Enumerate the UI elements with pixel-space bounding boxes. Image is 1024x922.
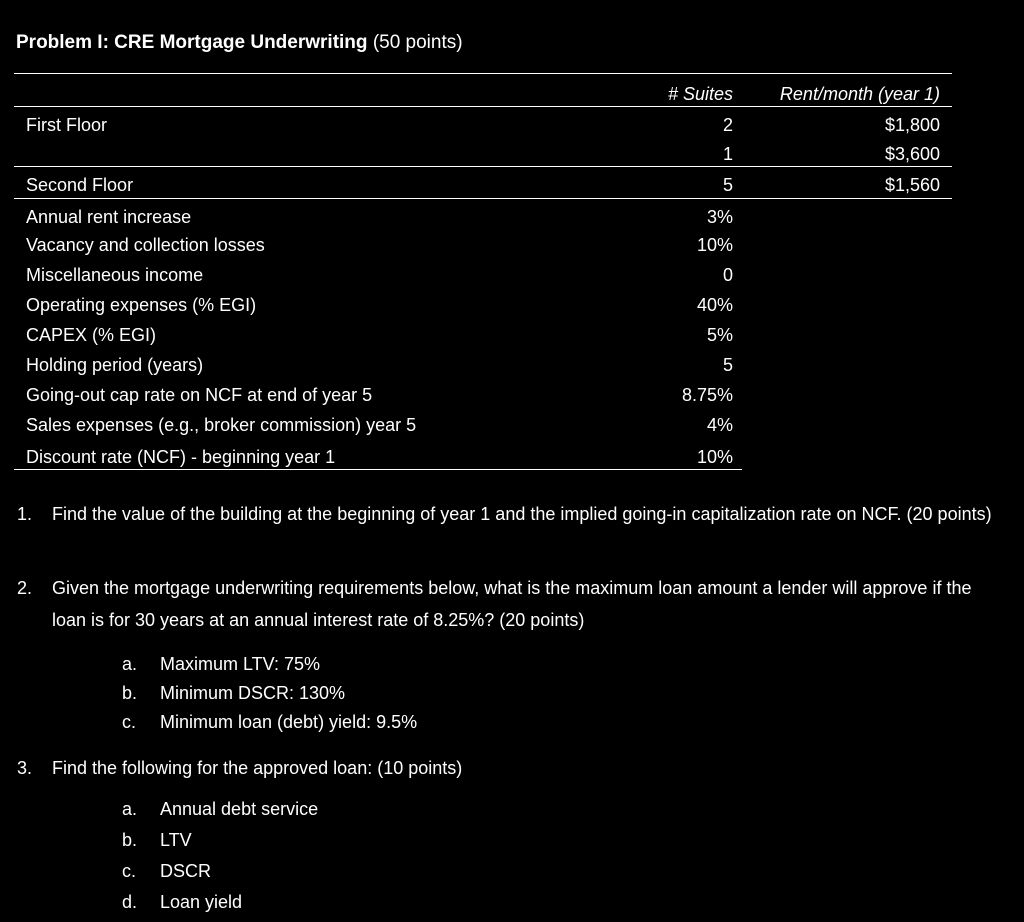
item-text: DSCR xyxy=(160,861,212,881)
item-text: Minimum loan (debt) yield: 9.5% xyxy=(160,712,418,732)
table-row xyxy=(0,290,1024,320)
question-2 xyxy=(17,572,1007,636)
item-text: Loan yield xyxy=(160,892,243,912)
assumption-value: 3% xyxy=(706,207,733,227)
table-row xyxy=(0,410,1024,440)
assumption-value: 10% xyxy=(696,447,733,467)
row-rent: $1,800 xyxy=(884,115,940,135)
table-row xyxy=(0,170,1024,200)
header-rent: Rent/month (year 1) xyxy=(779,84,940,104)
table-row xyxy=(0,350,1024,380)
table-row xyxy=(0,110,1024,140)
row-rent: $1,560 xyxy=(884,175,940,195)
question-number: 1. xyxy=(17,504,33,524)
question-text: Given the mortgage underwriting requirements below, what is the maximum loan amount a lender will approve if the loan is for 30 years at an annual interest rate of 8.25%? (20 points) xyxy=(52,578,972,630)
table-row xyxy=(0,320,1024,350)
row-label: Second Floor xyxy=(26,175,134,195)
title-points: (50 points) xyxy=(372,32,463,53)
table-row xyxy=(0,202,1024,232)
assumption-label: Holding period (years) xyxy=(26,355,204,375)
page-title xyxy=(16,31,463,55)
assumption-label: Sales expenses (e.g., broker commission) year 5 xyxy=(26,415,417,435)
assumption-value: 5 xyxy=(722,355,733,375)
floors-bottom-rule xyxy=(14,198,952,199)
item-letter: c. xyxy=(122,861,137,881)
row-suites: 2 xyxy=(722,115,733,135)
question-number: 2. xyxy=(17,578,33,598)
assumption-label: Miscellaneous income xyxy=(26,265,204,285)
item-letter: a. xyxy=(122,654,138,674)
item-text: Maximum LTV: 75% xyxy=(160,654,321,674)
item-letter: a. xyxy=(122,799,138,819)
row-label: First Floor xyxy=(26,115,107,135)
header-rule xyxy=(14,106,952,107)
item-letter: d. xyxy=(122,892,138,912)
question-3 xyxy=(17,752,1007,784)
question-1 xyxy=(17,498,1007,530)
item-letter: c. xyxy=(122,712,137,732)
item-letter: b. xyxy=(122,830,138,850)
table-row xyxy=(0,230,1024,260)
question-text: Find the value of the building at the beginning of year 1 and the implied going-in capitalization rate on NCF. (20 points) xyxy=(52,504,992,524)
item-letter: b. xyxy=(122,683,138,703)
assumption-value: 8.75% xyxy=(681,385,733,405)
question-number: 3. xyxy=(17,758,33,778)
assumption-label: Operating expenses (% EGI) xyxy=(26,295,257,315)
assumption-value: 5% xyxy=(706,325,733,345)
assumption-value: 40% xyxy=(696,295,733,315)
row-rent: $3,600 xyxy=(884,144,940,164)
assumption-label: CAPEX (% EGI) xyxy=(26,325,157,345)
assumption-label: Vacancy and collection losses xyxy=(26,235,265,255)
item-text: Annual debt service xyxy=(160,799,319,819)
assumption-label: Discount rate (NCF) - beginning year 1 xyxy=(26,447,336,467)
table-row xyxy=(0,139,1024,169)
row-suites: 1 xyxy=(722,144,733,164)
floor-divider-rule xyxy=(14,166,952,167)
item-text: LTV xyxy=(160,830,192,850)
assumption-value: 0 xyxy=(722,265,733,285)
table-row xyxy=(0,380,1024,410)
table-row xyxy=(0,442,1024,472)
table-row xyxy=(0,260,1024,290)
assumption-value: 4% xyxy=(706,415,733,435)
question-text: Find the following for the approved loan: (10 points) xyxy=(52,758,463,778)
table-bottom-rule xyxy=(14,469,742,470)
title-bold: Problem I: CRE Mortgage Underwriting xyxy=(16,32,368,53)
assumption-value: 10% xyxy=(696,235,733,255)
item-text: Minimum DSCR: 130% xyxy=(160,683,346,703)
table-top-rule xyxy=(14,73,952,74)
header-suites: # Suites xyxy=(667,84,733,104)
row-suites: 5 xyxy=(722,175,733,195)
assumption-label: Going-out cap rate on NCF at end of year 5 xyxy=(26,385,373,405)
assumption-label: Annual rent increase xyxy=(26,207,192,227)
